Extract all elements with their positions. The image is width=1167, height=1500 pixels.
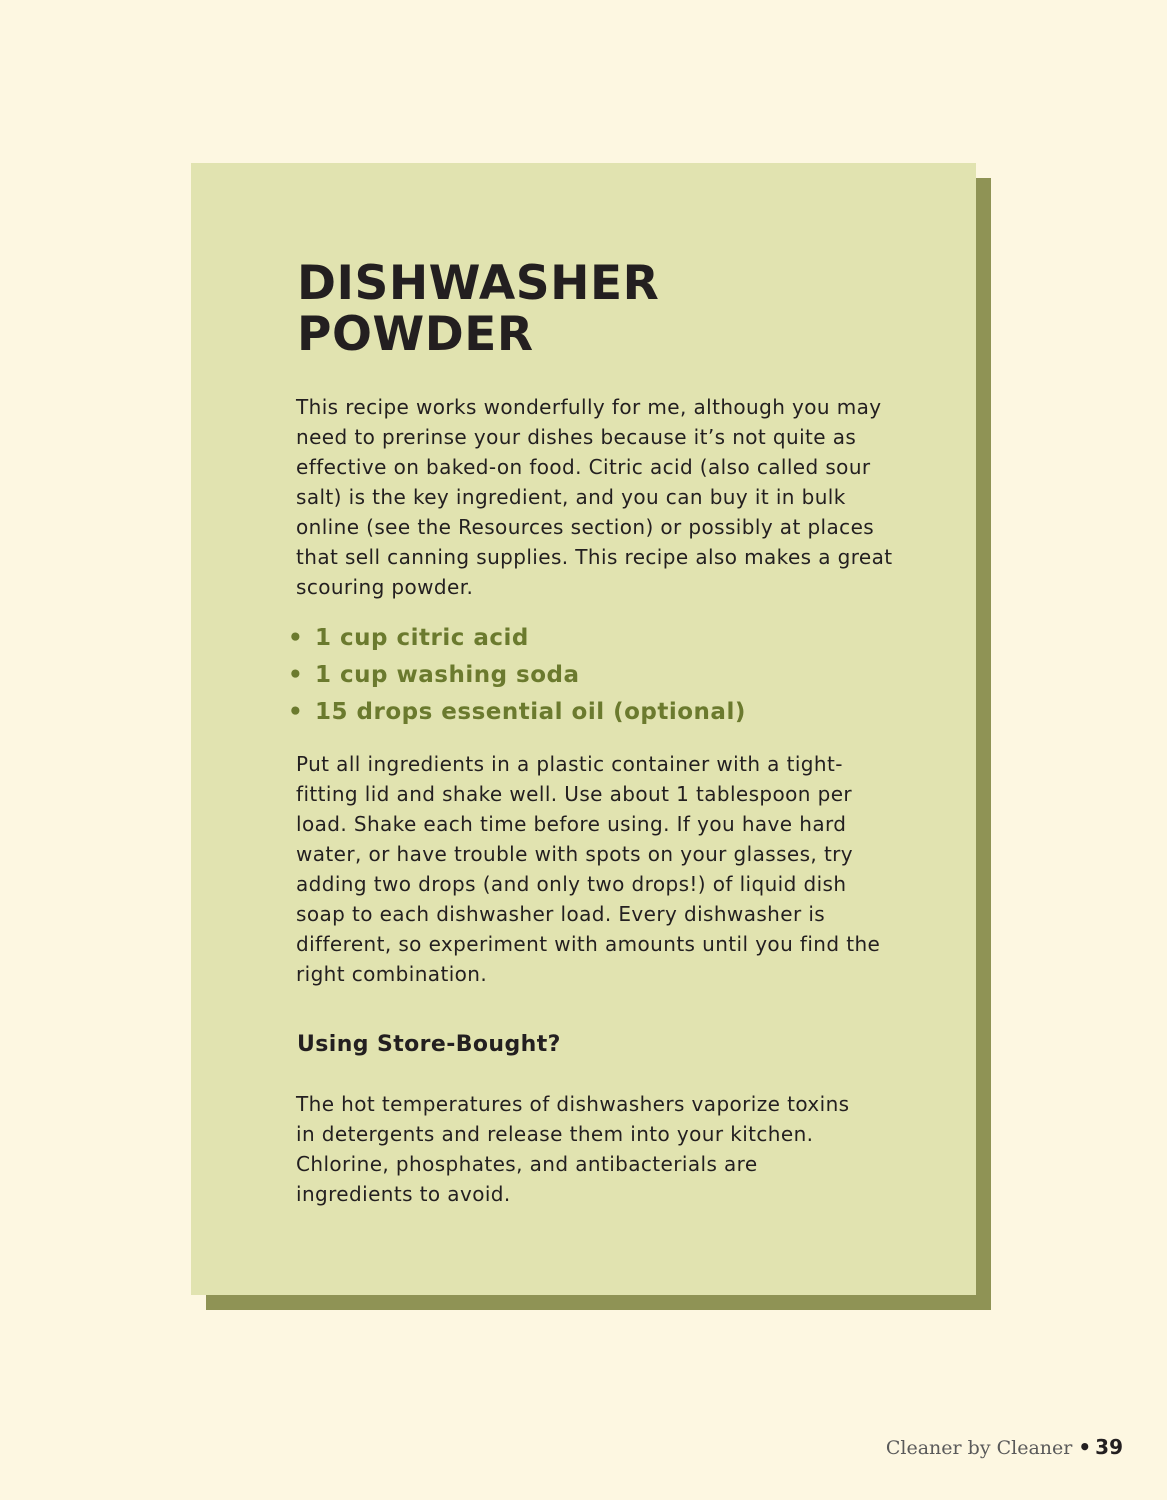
recipe-intro: This recipe works wonderfully for me, although you may need to prerinse your dishes because it’s not quite as effective on baked-on food. Citric acid (also called sour salt) is the key ingredient, and you can buy it in bulk online (see the Resources section) or possibly at places that sell canning supplies. This recipe also makes a great scouring powder. — [296, 395, 893, 599]
recipe-title-line-2: POWDER — [297, 307, 534, 362]
ingredient-item — [288, 657, 746, 694]
ingredient-item — [288, 694, 746, 731]
page-footer — [886, 1432, 1123, 1463]
bullet-icon: • — [288, 699, 304, 725]
sidebar-heading: Using Store-Bought? — [297, 1032, 561, 1057]
ingredient-text: 15 drops essential oil (optional) — [315, 699, 746, 725]
page-number: 39 — [1095, 1435, 1123, 1459]
book-title: Cleaner by Cleaner — [885, 1437, 1073, 1459]
ingredient-list — [288, 620, 746, 731]
footer-separator: • — [1078, 1435, 1092, 1459]
bullet-icon: • — [288, 625, 304, 651]
ingredient-text: 1 cup citric acid — [315, 625, 529, 651]
ingredient-text: 1 cup washing soda — [315, 662, 580, 688]
recipe-title — [297, 258, 659, 360]
sidebar-text: The hot temperatures of dishwashers vaporize toxins in detergents and release them into your kitchen. Chlorine, phosphates, and antibacterials are ingredients to avoid. — [296, 1092, 850, 1206]
bullet-icon: • — [288, 662, 304, 688]
recipe-title-line-1: DISHWASHER — [297, 256, 660, 311]
recipe-directions: Put all ingredients in a plastic container with a tight-fitting lid and shake well. Use about 1 tablespoon per load. Shake each time before using. If you have hard water, or have trouble with spots on your glasses, try adding two drops (and only two drops!) of liquid dish soap to each dishwasher load. Every dishwasher is different, so experiment with amounts until you find the right combination. — [296, 752, 881, 986]
ingredient-item — [288, 620, 746, 657]
